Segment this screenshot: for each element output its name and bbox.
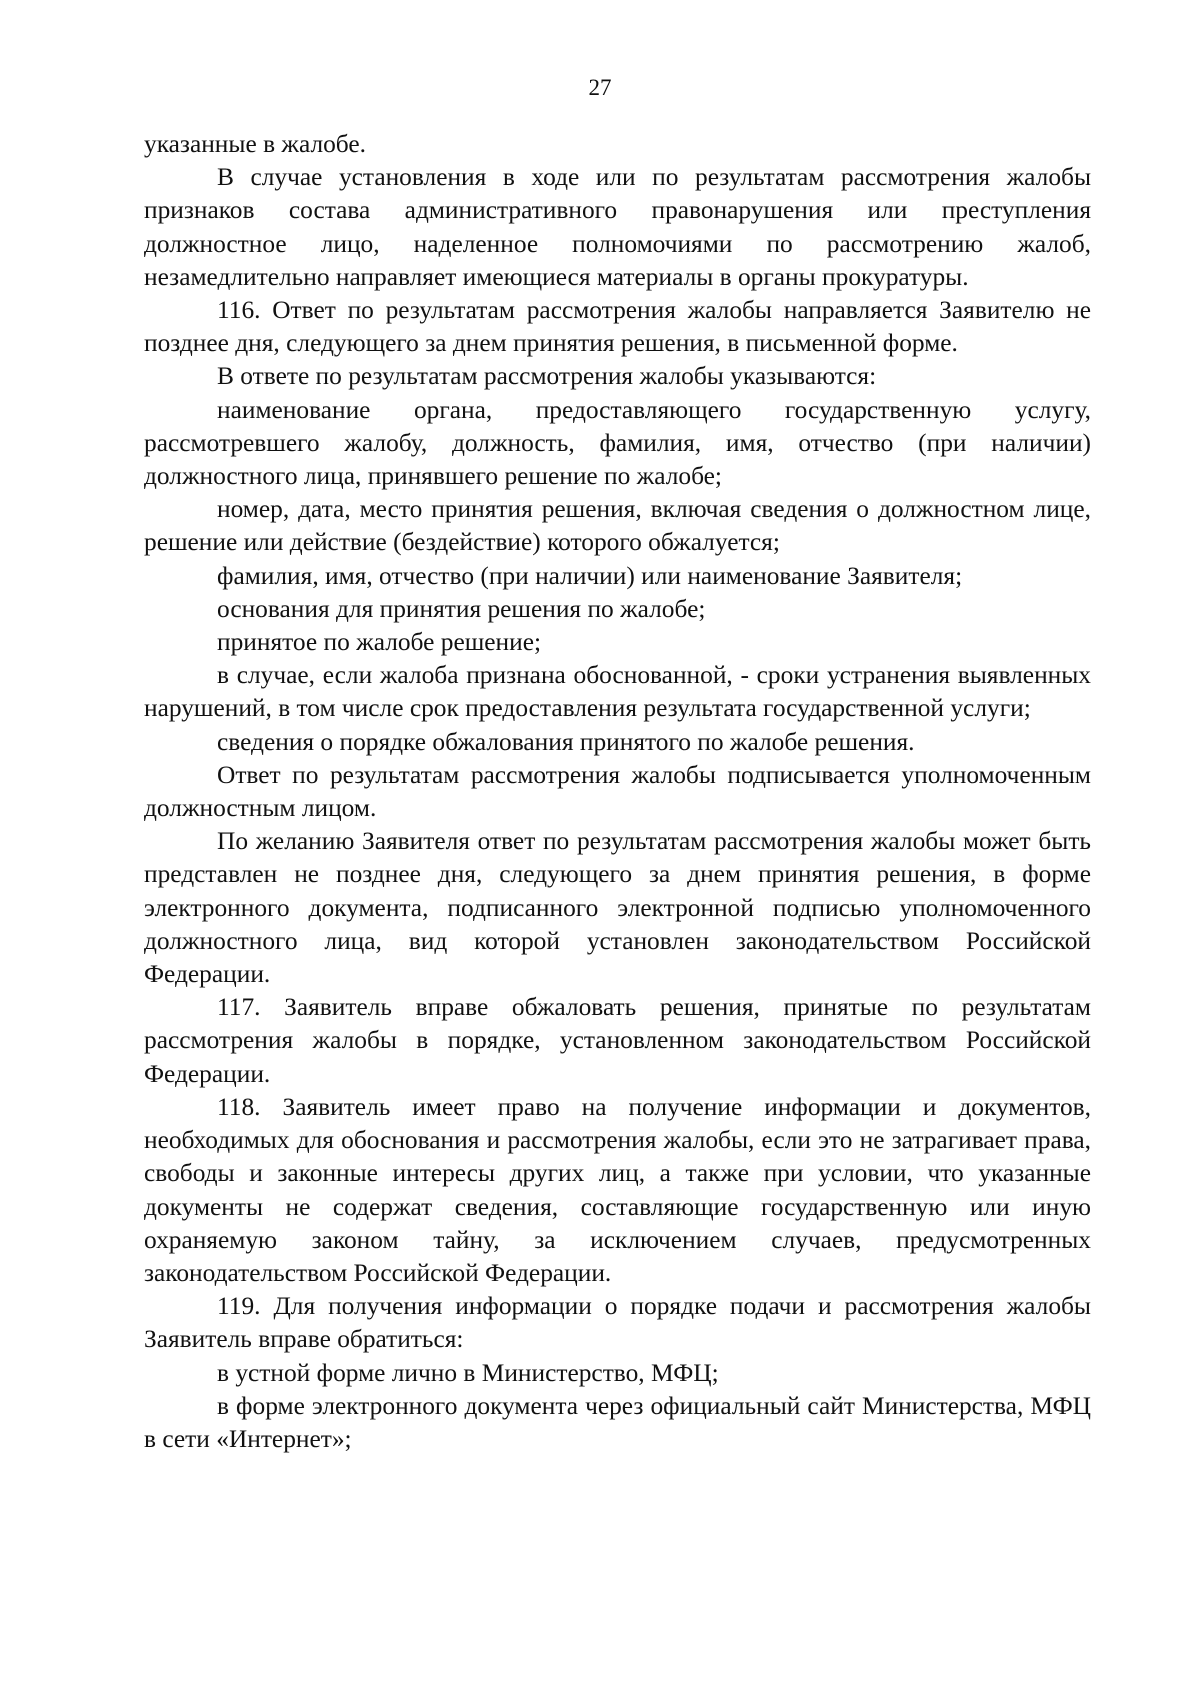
paragraph: 116. Ответ по результатам рассмотрения жалобы направляется Заявителю не позднее дня, следующего за днем принятия решения, в письменной форме. <box>144 296 1091 358</box>
paragraph: указанные в жалобе. <box>144 130 367 158</box>
list-item: в форме электронного документа через официальный сайт Министерства, МФЦ в сети «Интернет»; <box>144 1391 1091 1453</box>
list-item: принятое по жалобе решение; <box>217 628 542 657</box>
paragraph: 118. Заявитель имеет право на получение информации и документов, необходимых для обоснования и рассмотрения жалобы, если это не затрагивает права, свободы и законные интересы других лиц, а также при условии, что указанные документы не содержат сведения, составляющие государственную или иную охраняемую законом тайну, за исключением случаев, предусмотренных законодательством Российской Федерации. <box>144 1092 1091 1287</box>
page-number: 27 <box>588 75 612 100</box>
list-item: сведения о порядке обжалования принятого по жалобе решения. <box>217 727 915 756</box>
list-item: фамилия, имя, отчество (при наличии) или наименование Заявителя; <box>217 561 963 590</box>
list-item: в устной форме лично в Министерство, МФЦ; <box>217 1358 719 1387</box>
list-item: наименование органа, предоставляющего государственную услугу, рассмотревшего жалобу, должность, фамилия, имя, отчество (при наличии) должностного лица, принявшего решение по жалобе; <box>144 395 1091 491</box>
list-item: в случае, если жалоба признана обоснованной, - сроки устранения выявленных нарушений, в том числе срок предоставления результата государственной услуги; <box>144 661 1091 723</box>
paragraph: По желанию Заявителя ответ по результатам рассмотрения жалобы может быть представлен не позднее дня, следующего за днем принятия решения, в форме электронного документа, подписанного электронной подписью уполномоченного должностного лица, вид которой установлен законодательством Российской Федерации. <box>144 827 1091 989</box>
document-body <box>144 128 1091 1456</box>
paragraph: В ответе по результатам рассмотрения жалобы указываются: <box>217 362 877 391</box>
list-item: номер, дата, место принятия решения, включая сведения о должностном лице, решение или действие (бездействие) которого обжалуется; <box>144 495 1091 557</box>
list-item: основания для принятия решения по жалобе; <box>217 594 706 623</box>
paragraph: В случае установления в ходе или по результатам рассмотрения жалобы признаков состава административного правонарушения или преступления должностное лицо, наделенное полномочиями по рассмотрению жалоб, незамедлительно направляет имеющиеся материалы в органы прокуратуры. <box>144 163 1091 291</box>
paragraph: 117. Заявитель вправе обжаловать решения, принятые по результатам рассмотрения жалобы в порядке, установленном законодательством Российской Федерации. <box>144 993 1091 1088</box>
paragraph: Ответ по результатам рассмотрения жалобы подписывается уполномоченным должностным лицом. <box>144 760 1091 823</box>
paragraph: 119. Для получения информации о порядке подачи и рассмотрения жалобы Заявитель вправе обратиться: <box>144 1292 1091 1354</box>
